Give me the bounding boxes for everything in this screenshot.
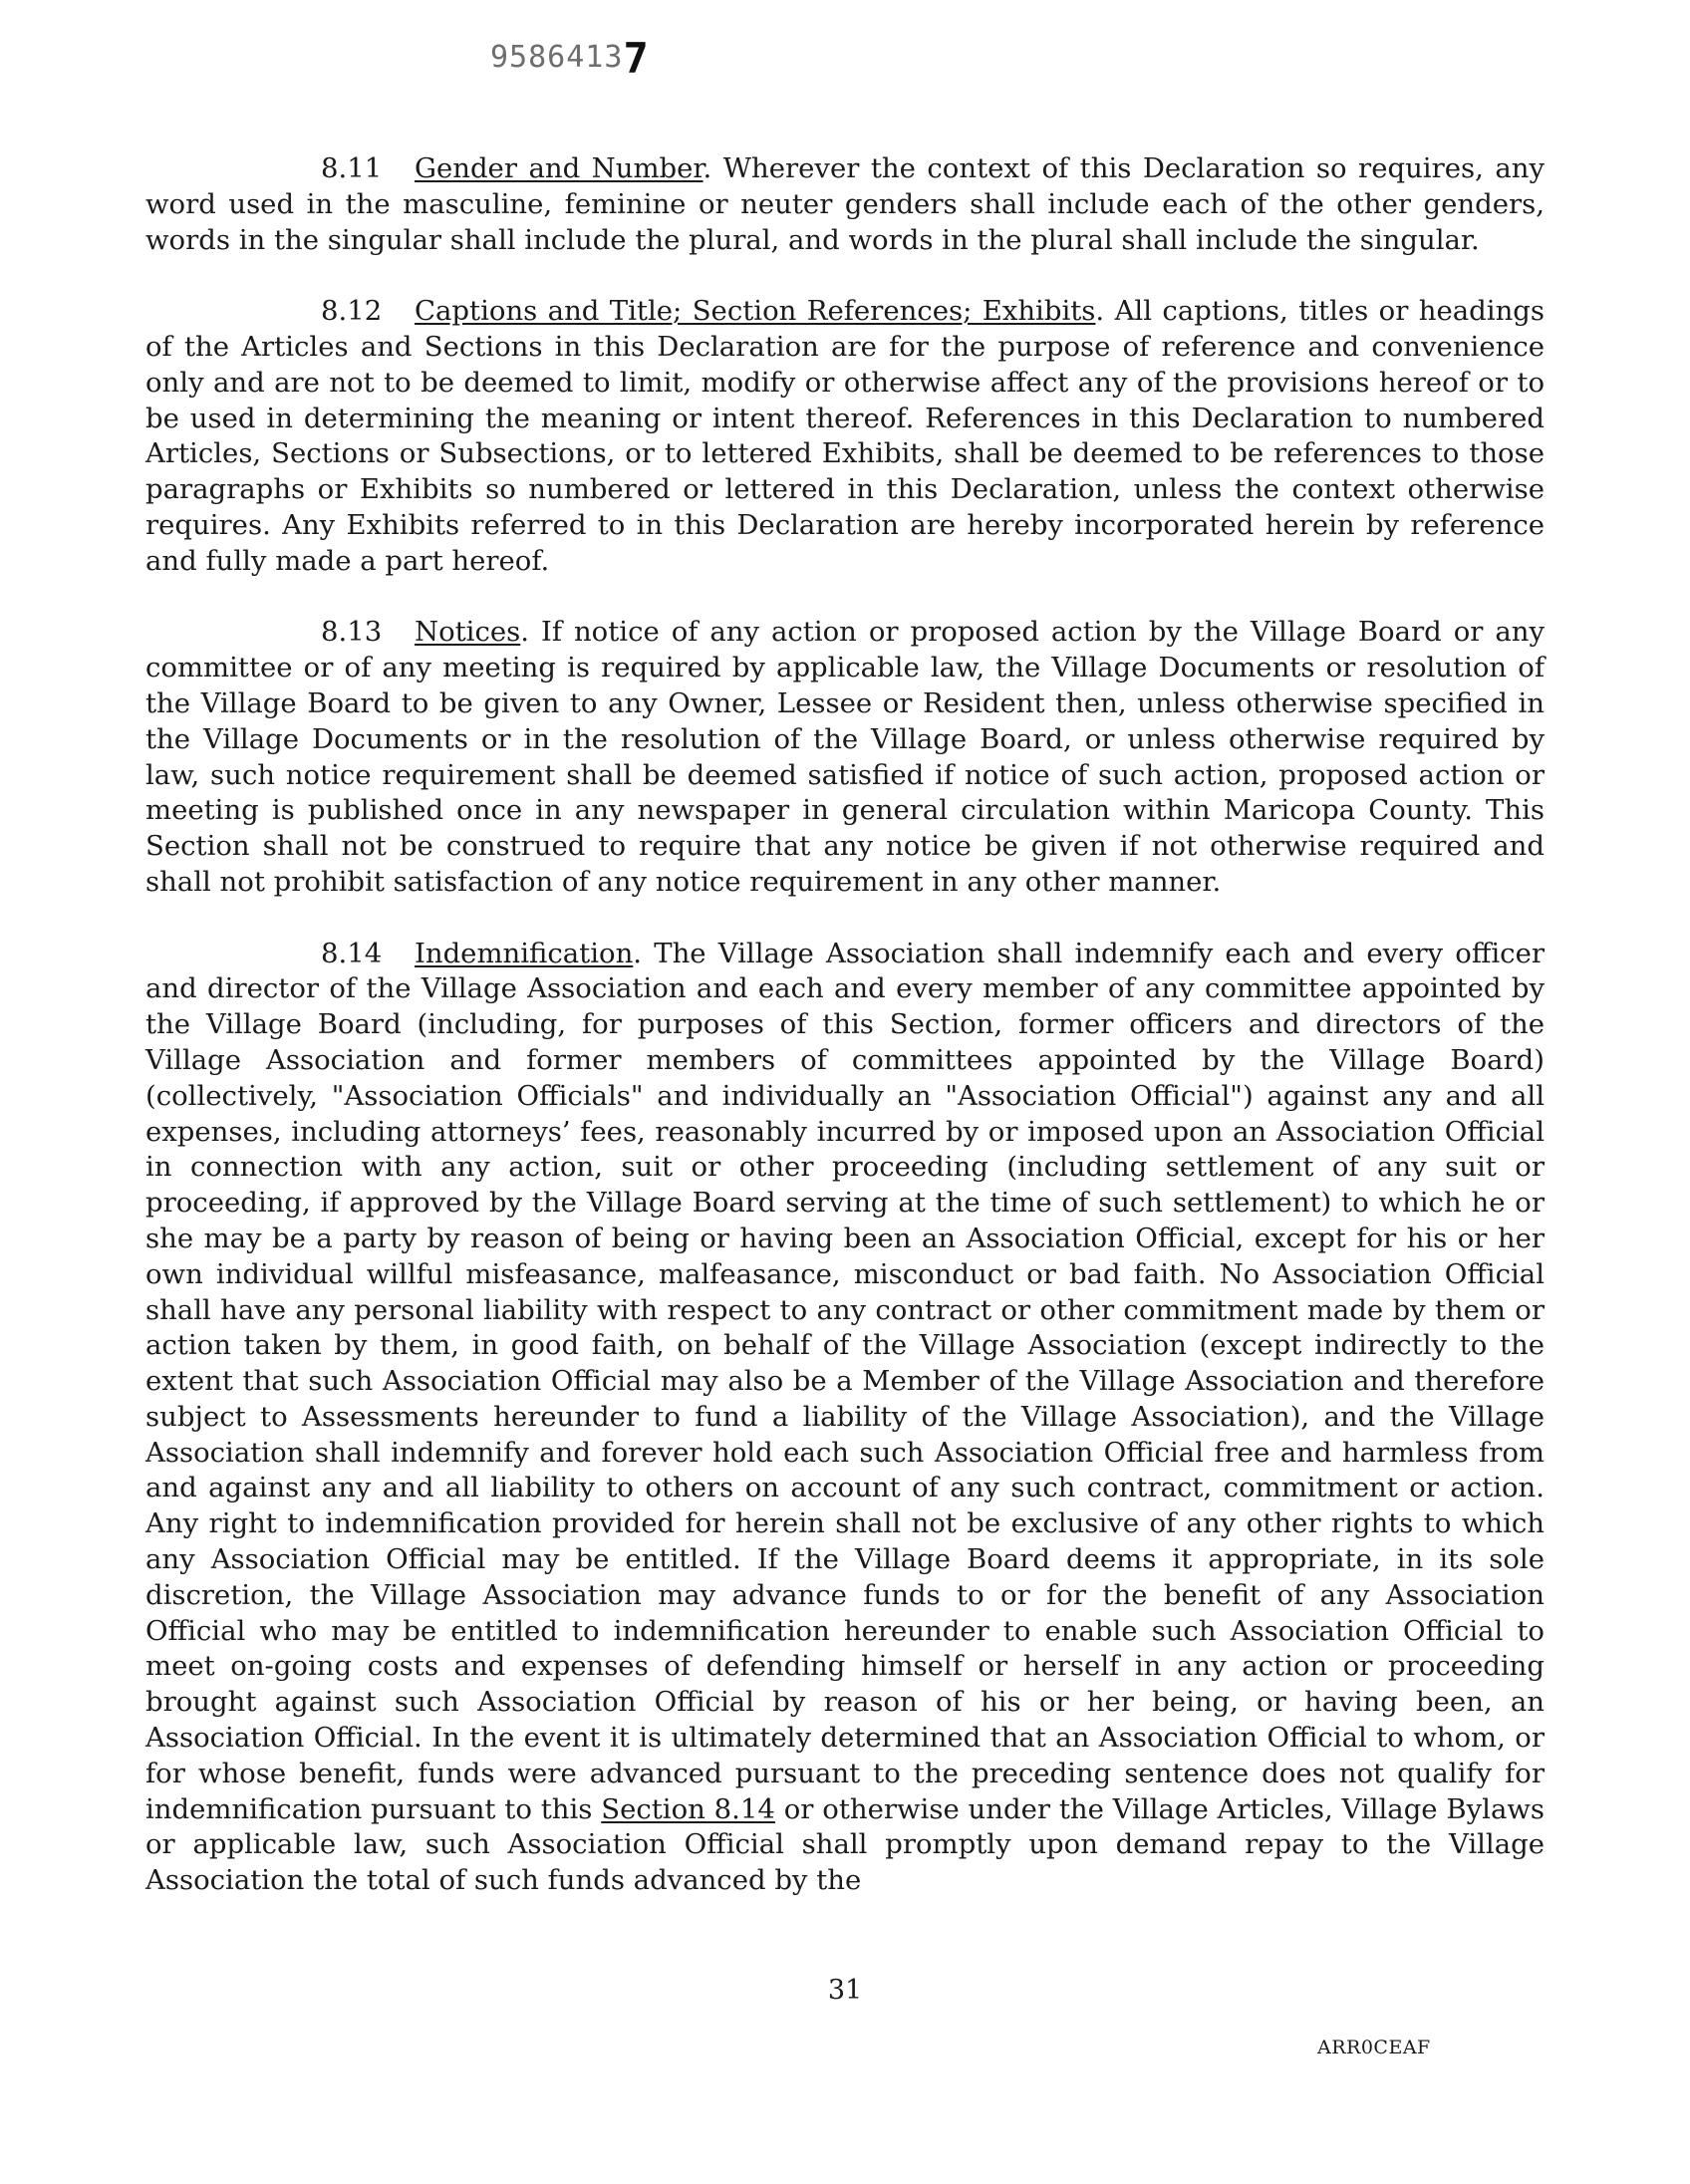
section-text-continued: or otherwise under the Village Articles, Village Bylaws or applicable law, such Association Official shall promptly upon demand repay to the Village Association the total of such funds advanced by the <box>145 1792 1545 1897</box>
section-text: . The Village Association shall indemnify each and every officer and director of the Village Association and each and every member of any committee appointed by the Village Board (including, for purposes of this Section, former officers and directors of the Village Association and former members of committees appointed by the Village Board) (collectively, "Association Officials" and individually an "Association Official") against any and all expenses, including attorneys’ fees, reasonably incurred by or imposed upon an Association Official in connection with any action, suit or other proceeding (including settlement of any suit or proceeding, if approved by the Village Board serving at the time of such settlement) to which he or she may be a party by reason of being or having been an Association Official, except for his or her own individual willful misfeasance, malfeasance, misconduct or bad faith. No Association Official shall have any personal liability with respect to any contract or other commitment made by them or action taken by them, in good faith, on behalf of the Village Association (except indirectly to the extent that such Association Official may also be a Member of the Village Association and therefore subject to Assessments hereunder to fund a liability of the Village Association), and the Village Association shall indemnify and forever hold each such Association Official free and harmless from and against any and all liability to others on account of any such contract, commitment or action. Any right to indemnification provided for herein shall not be exclusive of any other rights to which any Association Official may be entitled. If the Village Board deems it appropriate, in its sole discretion, the Village Association may advance funds to or for the benefit of any Association Official who may be entitled to indemnification hereunder to enable such Association Official to meet on-going costs and expenses of defending himself or herself in any action or proceeding brought against such Association Official by reason of his or her being, or having been, an Association Official. In the event it is ultimately determined that an Association Official to whom, or for whose benefit, funds were advanced pursuant to the preceding sentence does not qualify for indemnification pursuant to this <box>145 937 1545 1825</box>
section-text: . Wherever the context of this Declaration so requires, any word used in the masculine, feminine or neuter genders shall include each of the other genders, words in the singular shall include the plural, and words in the plural shall include the singular. <box>145 152 1545 256</box>
stamp-digit-tail: 7 <box>623 34 650 83</box>
section-8-14-paragraph <box>145 937 1545 1900</box>
section-title: Indemnification <box>415 937 634 969</box>
section-8-13-paragraph <box>145 615 1545 900</box>
section-title: Gender and Number <box>415 152 704 184</box>
section-title: Captions and Title; Section References; Exhibits <box>415 295 1096 328</box>
section-text: . All captions, titles or headings of the Articles and Sections in this Declaration are for the purpose of reference and convenience only and are not to be deemed to limit, modify or otherwise affect any of the provisions hereof or to be used in determining the meaning or intent thereof. References in this Declaration to numbered Articles, Sections or Subsections, or to lettered Exhibits, shall be deemed to be references to those paragraphs or Exhibits so numbered or lettered in this Declaration, unless the context otherwise requires. Any Exhibits referred to in this Declaration are hereby incorporated herein by reference and fully made a part hereof. <box>145 295 1545 577</box>
document-body <box>145 151 1545 1935</box>
section-number: 8.14 <box>321 937 383 969</box>
stamp-digits: 9586413 <box>490 40 624 75</box>
document-stamp-number <box>490 28 650 83</box>
section-8-11-paragraph <box>145 151 1545 258</box>
section-8-12-paragraph <box>145 294 1545 579</box>
section-title: Notices <box>415 616 521 649</box>
section-text: . If notice of any action or proposed action by the Village Board or any committee or of any meeting is required by applicable law, the Village Documents or resolution of the Village Board to be given to any Owner, Lessee or Resident then, unless otherwise specified in the Village Documents or in the resolution of the Village Board, or unless otherwise required by law, such notice requirement shall be deemed satisfied if notice of such action, proposed action or meeting is published once in any newspaper in general circulation within Maricopa County. This Section shall not be construed to require that any notice be given if not otherwise required and shall not prohibit satisfaction of any notice requirement in any other manner. <box>145 616 1545 898</box>
section-number: 8.11 <box>321 152 383 184</box>
section-number: 8.12 <box>321 295 383 328</box>
footer-document-code: ARR0CEAF <box>1317 2037 1431 2058</box>
section-number: 8.13 <box>321 616 383 649</box>
page-number: 31 <box>827 1975 863 2006</box>
section-cross-reference: Section 8.14 <box>601 1792 775 1825</box>
